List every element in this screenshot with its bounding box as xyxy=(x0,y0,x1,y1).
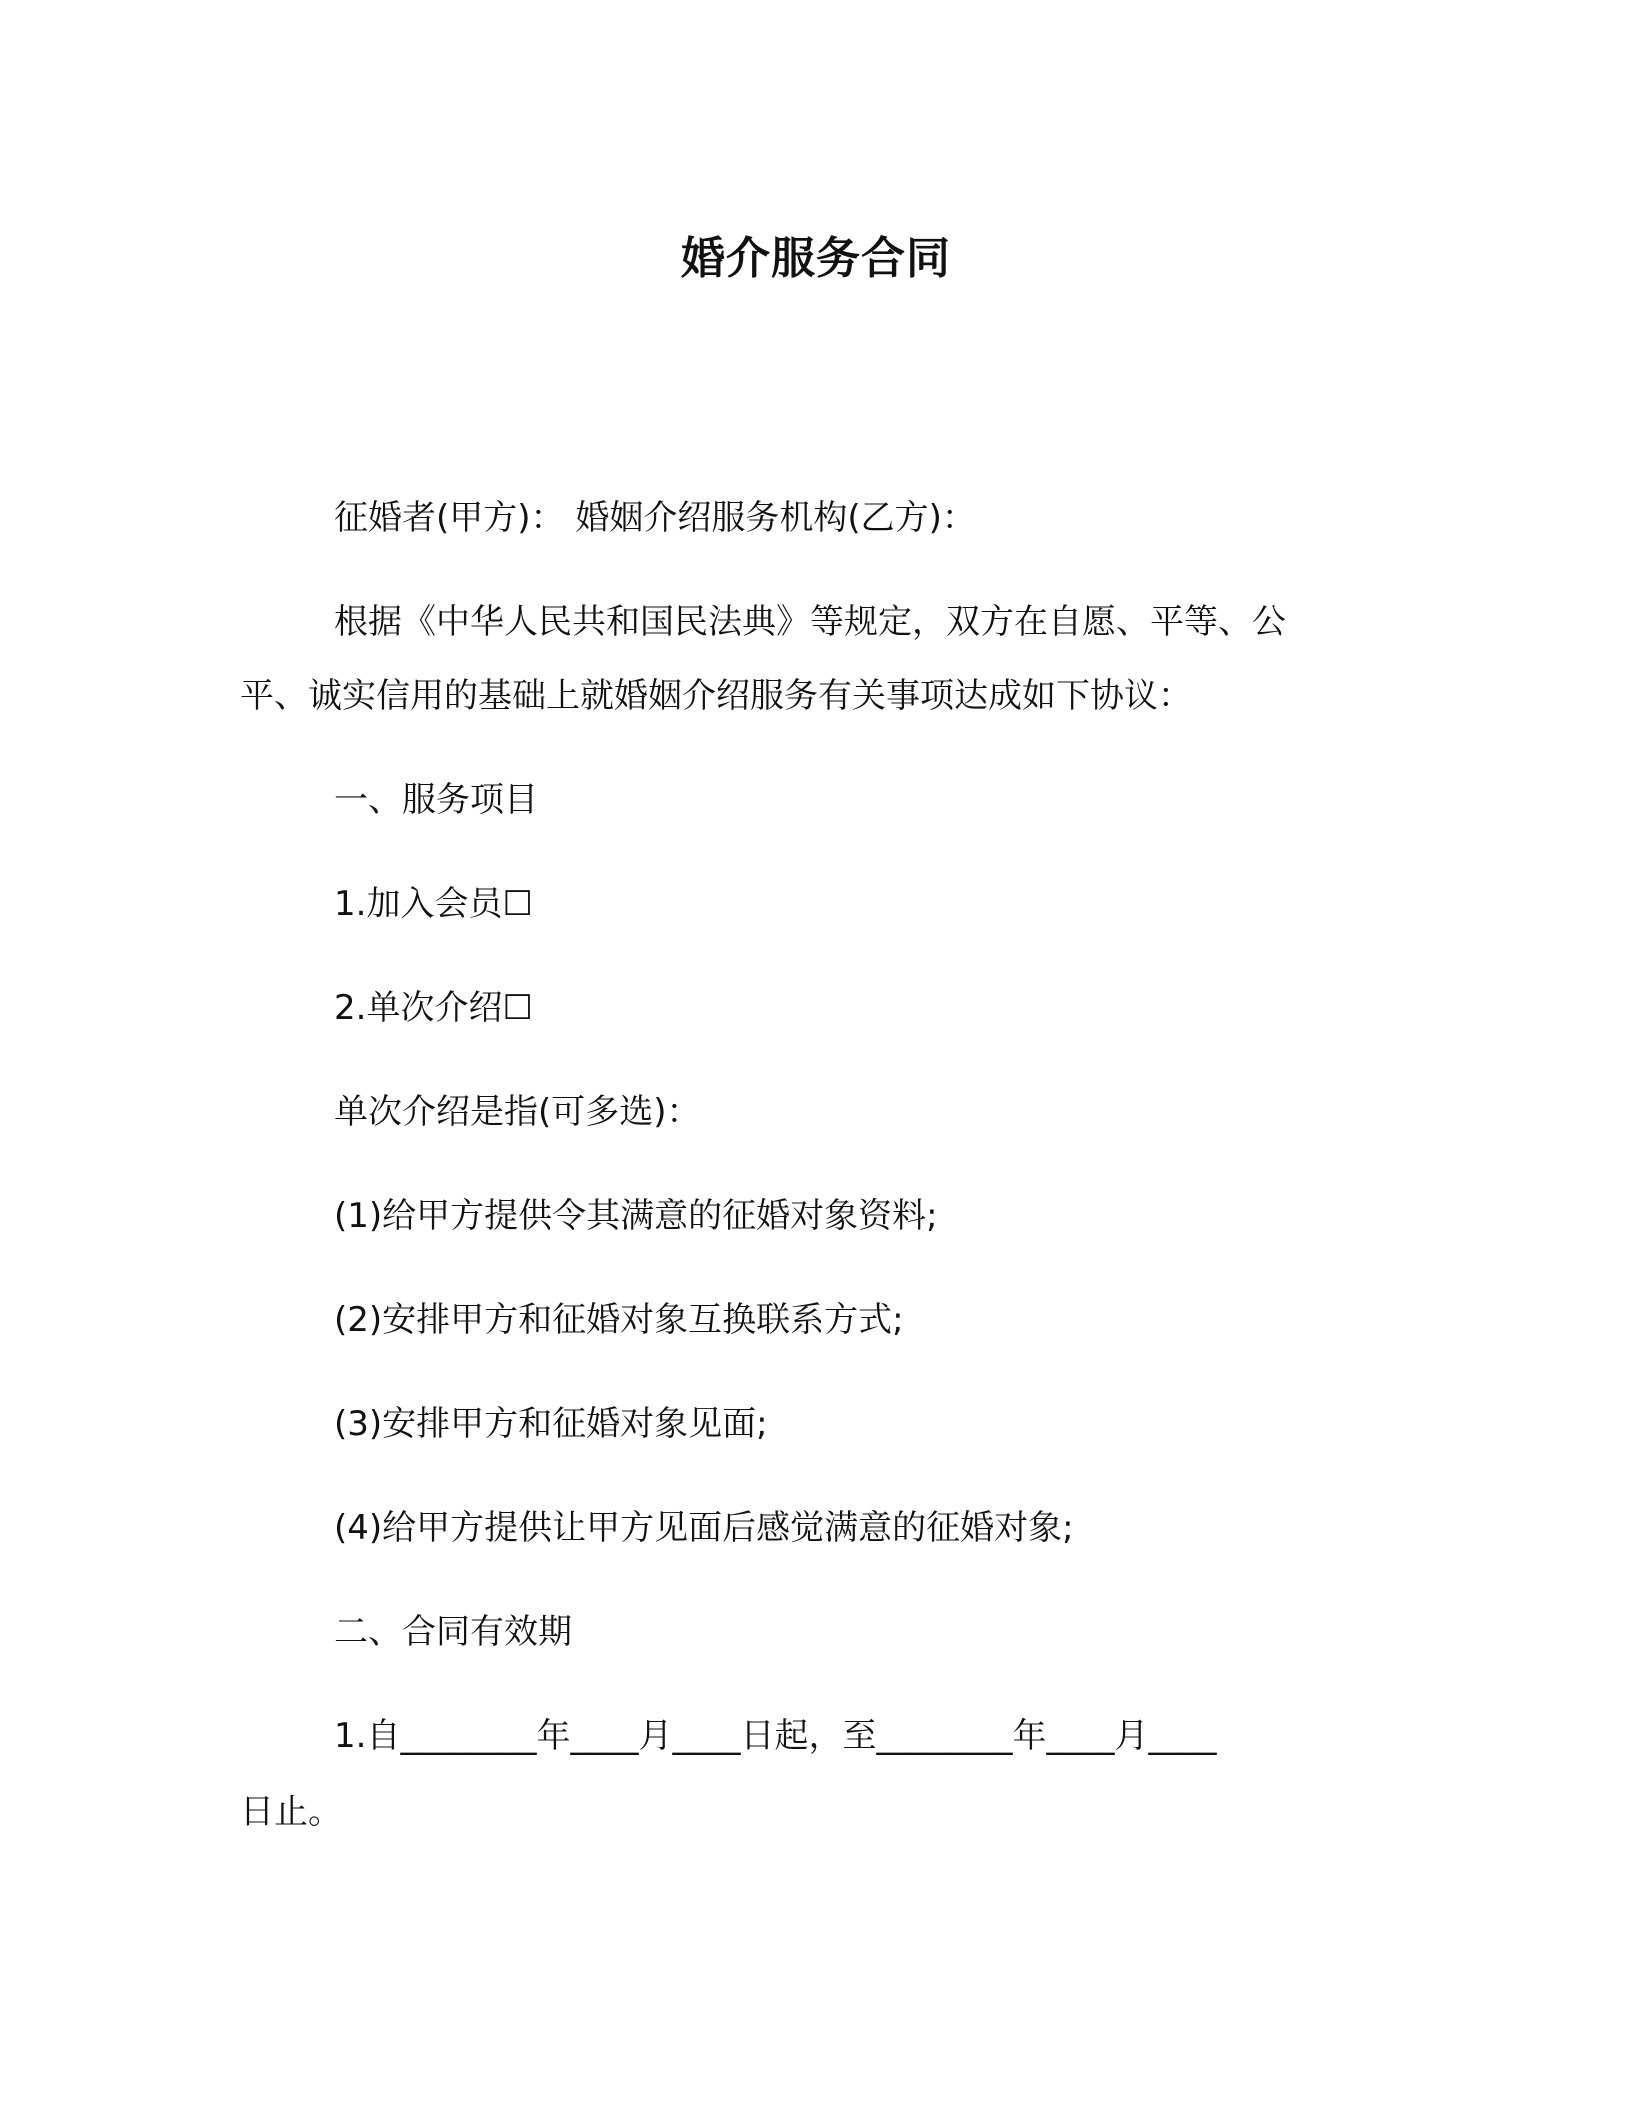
service-item-membership: 1.加入会员☐ xyxy=(334,884,533,924)
section-1-heading: 一、服务项目 xyxy=(334,780,538,820)
validity-line-1: 1.自________年____月____日起，至________年____月____ xyxy=(334,1716,1217,1756)
sub-item-2: (2)安排甲方和征婚对象互换联系方式; xyxy=(334,1300,904,1340)
service-item-single-introduction: 2.单次介绍☐ xyxy=(334,988,533,1028)
section-2-heading: 二、合同有效期 xyxy=(334,1612,572,1652)
document-title: 婚介服务合同 xyxy=(681,233,951,284)
preamble-line-1: 根据《中华人民共和国民法典》等规定，双方在自愿、平等、公 xyxy=(334,602,1286,642)
preamble-line-2: 平、诚实信用的基础上就婚姻介绍服务有关事项达成如下协议： xyxy=(240,676,1192,716)
single-introduction-definition: 单次介绍是指(可多选)： xyxy=(334,1092,701,1132)
parties-line: 征婚者(甲方)： 婚姻介绍服务机构(乙方)： xyxy=(334,498,976,538)
sub-item-4: (4)给甲方提供让甲方见面后感觉满意的征婚对象; xyxy=(334,1508,1074,1548)
sub-item-3: (3)安排甲方和征婚对象见面; xyxy=(334,1404,768,1444)
sub-item-1: (1)给甲方提供令其满意的征婚对象资料; xyxy=(334,1196,938,1236)
validity-line-2: 日止。 xyxy=(240,1792,342,1832)
